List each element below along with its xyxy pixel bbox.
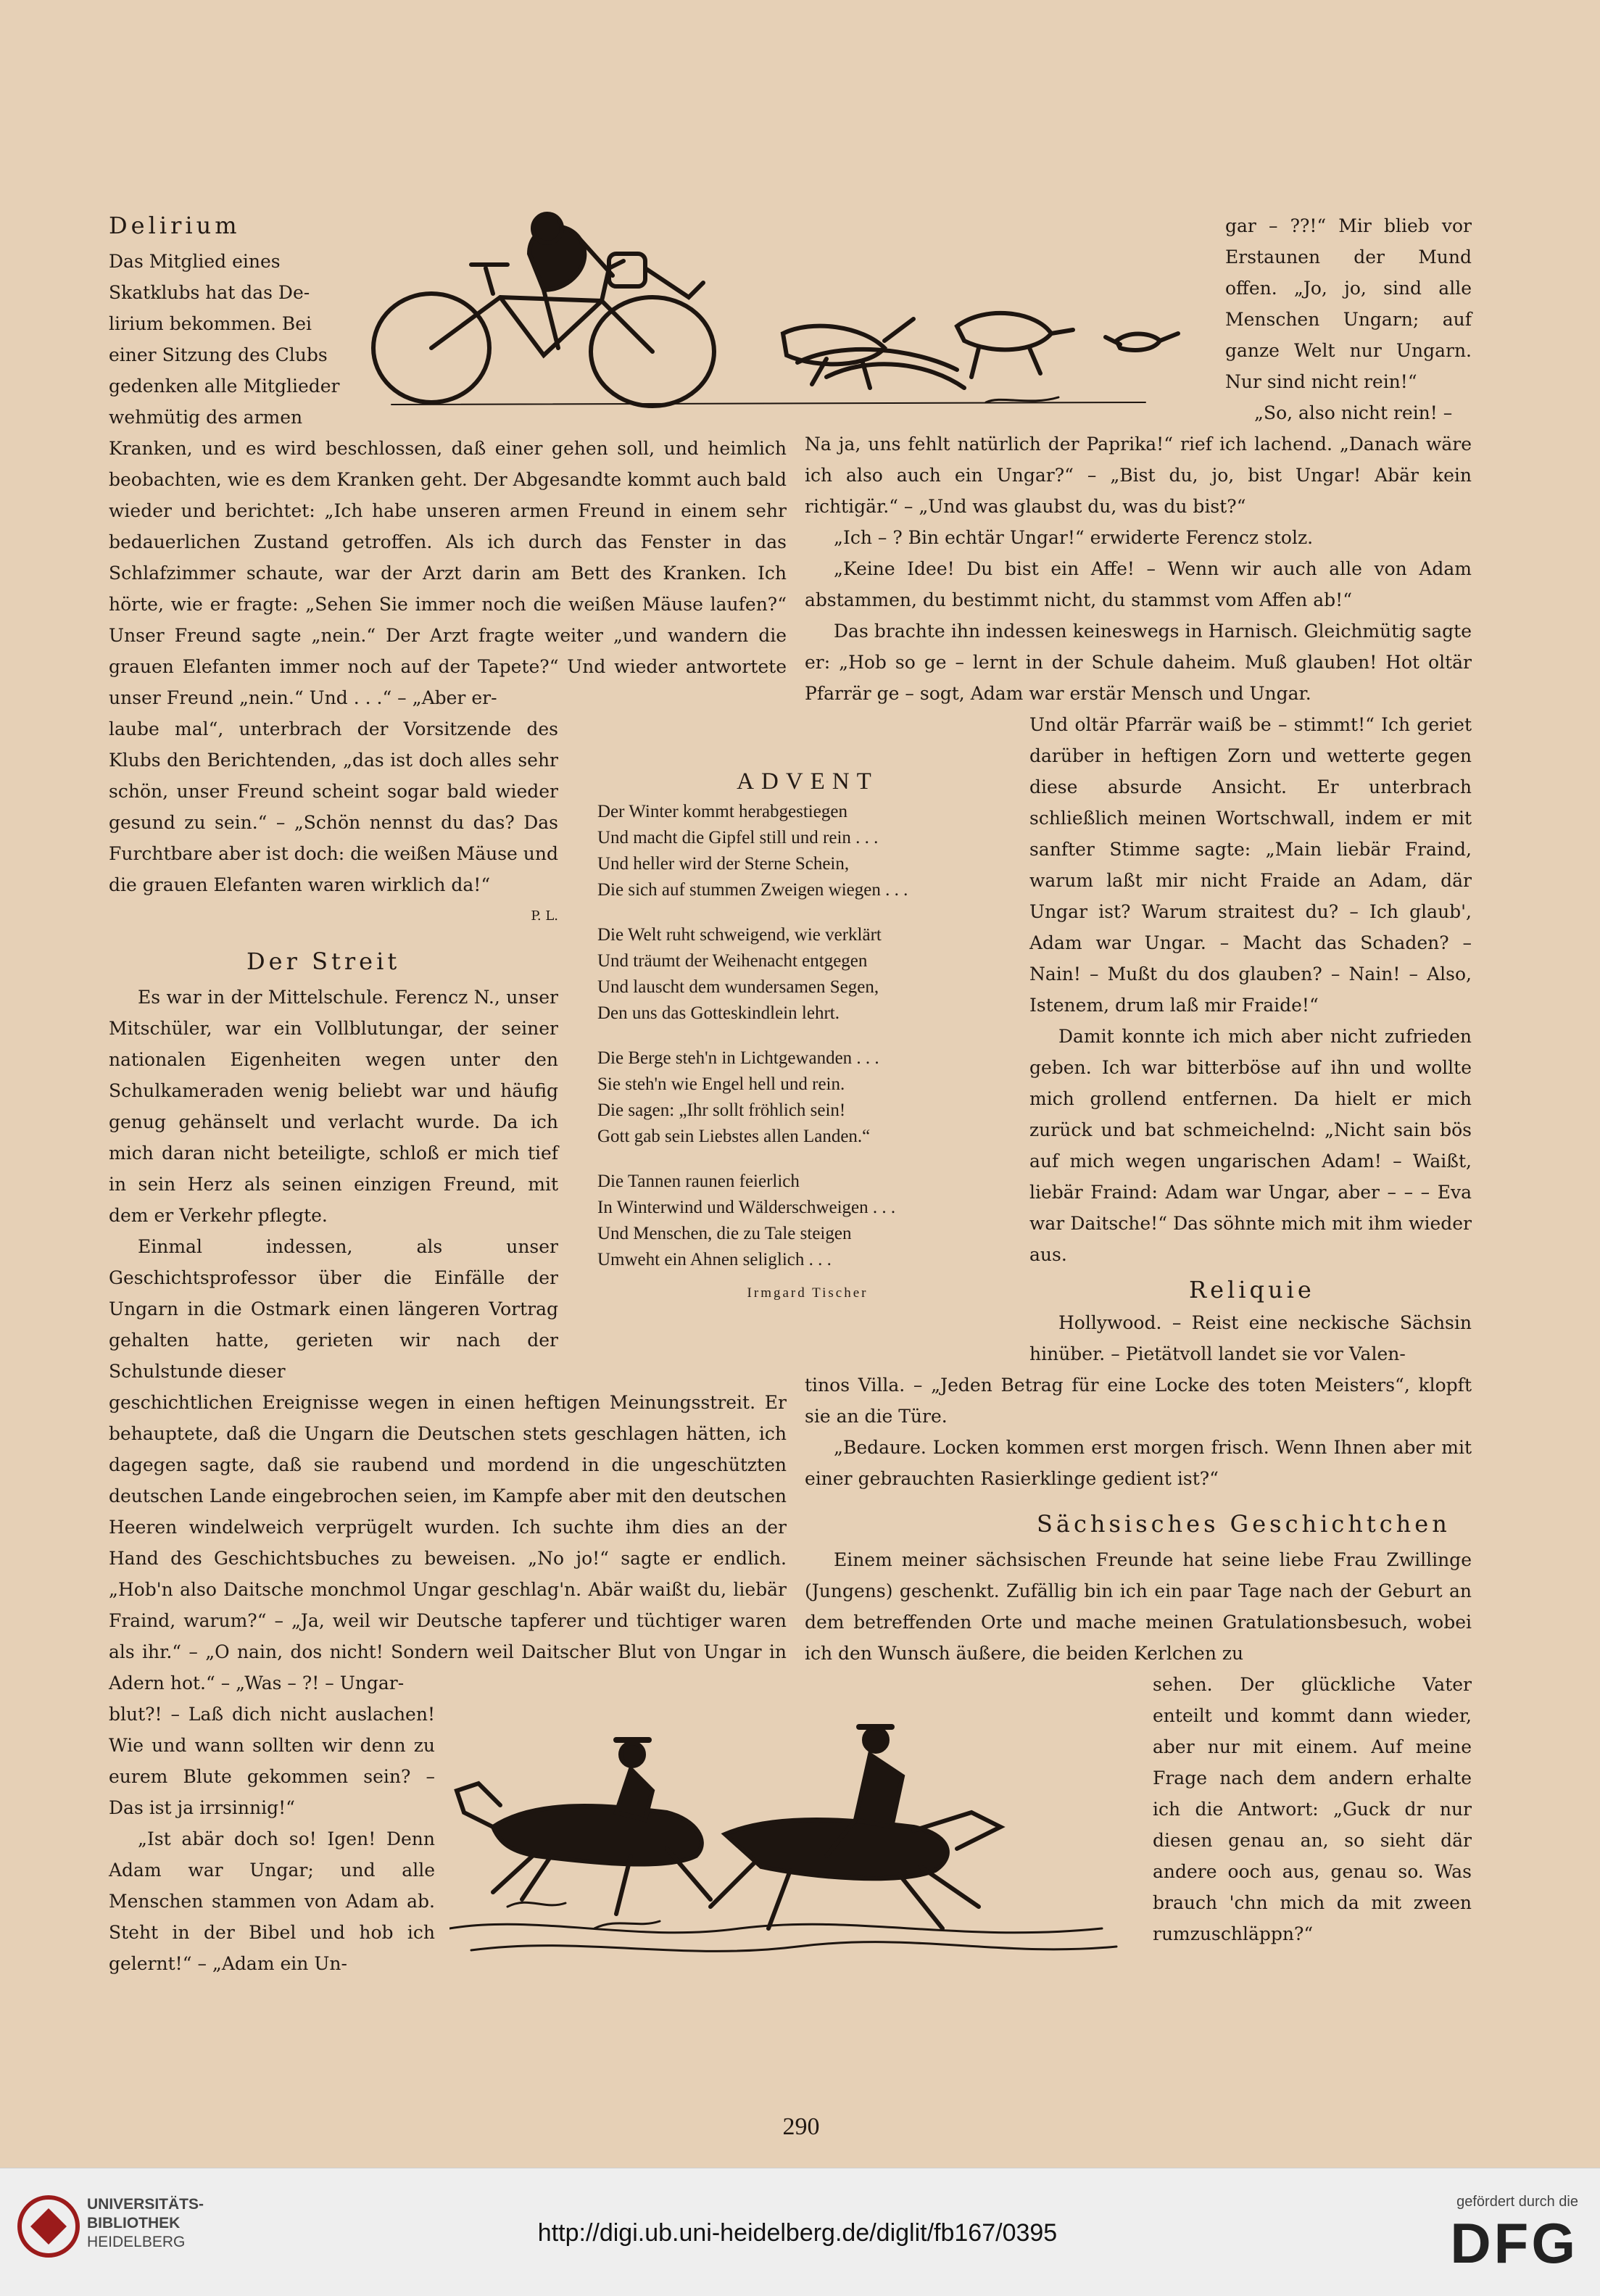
poem-author: Irmgard Tischer [747, 1285, 869, 1301]
funder-block [1390, 2194, 1578, 2276]
poem-line: Umweht ein Ahnen seliglich . . . [597, 1250, 832, 1269]
poem-line: Die sich auf stummen Zweigen wiegen . . . [597, 880, 908, 900]
streit-right-8: Damit konnte ich mich aber nicht zufrieden geben. Ich war bitterböse auf ihn und wollte mich grollend entfernen. Da hielt er mich zurück und bat schmeichelnd: „Nicht sain bös auf mich wegen ungarischen Adam! – Waißt, liebär Fraind: Adam war Ungar, aber – – – Eva war Daitsche!“ Das söhnte mich mit ihm wieder aus. [1029, 1026, 1472, 1265]
poem-line: Und lauscht dem wundersamen Segen, [597, 977, 879, 997]
poem-line: In Winterwind und Wälderschweigen . . . [597, 1198, 896, 1217]
poem-line: Sie steh'n wie Engel hell und rein. [597, 1074, 845, 1094]
source-url-link[interactable]: http://digi.ub.uni-heidelberg.de/diglit/fb167/0395 [537, 2219, 1058, 2247]
poem-line: Den uns das Gotteskindlein lehrt. [597, 1003, 840, 1023]
streit-right-4: „Ich – ? Bin echtär Ungar!“ erwiderte Ferencz stolz. [834, 527, 1314, 548]
reliquie-text-2: tinos Villa. – „Jeden Betrag für eine Locke des toten Meisters“, klopft sie an die Türe. [805, 1375, 1472, 1427]
delirium-paragraph: Kranken, und es wird beschlossen, daß einer gehen soll, und heimlich beobachten, wie es dem Kranken geht. Der Abgesandte kommt auch bald wieder und berichtet: „Ich habe unseren armen Freund in einem sehr bedauerlichen Zustand getroffen. Als ich durch das Fenster in das Schlafzimmer schaute, war der Arzt darin am Bett des Kranken. Ich hörte, wie er fragte: „Sehen Sie immer noch die weißen Mäuse laufen?“ Unser Freund sagte „nein.“ Der Arzt fragte weiter „und wandern die grauen Elefanten immer noch auf der Tapete?“ Und wieder antwortete unser Freund „nein.“ Und . . .“ – „Aber er- [109, 438, 787, 708]
delirium-line-6: wehmütig des armen [109, 407, 303, 428]
poem-line: Die Welt ruht schweigend, wie verklärt [597, 925, 882, 945]
page-number: 290 [782, 2113, 820, 2140]
delirium-signature: P. L. [531, 908, 558, 924]
library-name-line: HEIDELBERG [87, 2234, 186, 2250]
streit-paragraph-4: blut?! – Laß dich nicht auslachen! Wie und wann sollten wir denn zu eurem Blute gekommen sein? – Das ist ja irrsinnig!“ [109, 1704, 435, 1818]
dfg-logo: DFG [1450, 2211, 1578, 2275]
digitization-footer [0, 2168, 1600, 2296]
poem-line: Und heller wird der Sterne Schein, [597, 854, 850, 874]
poem-line: Die Tannen raunen feierlich [597, 1172, 800, 1191]
streit-right-6: Das brachte ihn indessen keineswegs in Harnisch. Gleichmütig sagte er: „Hob so ge – lernt in der Schule daheim. Muß glauben! Hot oltär Pfarrär ge – sogt, Adam war erstär Mensch und Ungar. [805, 621, 1472, 704]
delirium-line-5: gedenken alle Mitglieder [109, 376, 340, 397]
streit-right-5: „Keine Idee! Du bist ein Affe! – Wenn wir auch alle von Adam abstammen, du bestimmt nicht, du stammst vom Affen ab!“ [805, 558, 1472, 610]
streit-right-7: Und oltär Pfarrär waiß be – stimmt!“ Ich geriet darüber in heftigen Zorn und wetterte gegen diese absurde Ansicht. Er unterbrach schließlich meinen Wortschwall, indem er mit sanfter Stimme sagte: „Main liebär Fraind, warum laßt mir nicht Fraide an Adam, där Ungar ist? Warum straitest du? – Ich glaub', Adam war Ungar. – Macht das Schaden? – Nain! – Mußt du dos glauben? – Nain! – Also, Istenem, drum laß mir Fraide!“ [1029, 714, 1472, 1016]
delirium-line-4: einer Sitzung des Clubs [109, 344, 328, 365]
reliquie-text-1: Hollywood. – Reist eine neckische Sächsin hinüber. – Pietätvoll landet sie vor Valen- [1029, 1312, 1472, 1364]
delirium-paragraph-end: laube mal“, unterbrach der Vorsitzende des Klubs den Berichtenden, „das ist doch alles sehr schön, unser Freund scheint sogar bald wieder gesund zu sein.“ – „Schön nennst du das? Das Furchtbare aber ist doch: die weißen Mäuse und die grauen Elefanten waren wirklich da!“ [109, 718, 558, 895]
delirium-line-2: Skatklubs hat das De- [109, 282, 310, 303]
streit-paragraph-3: geschichtlichen Ereignisse wegen in einen heftigen Meinungsstreit. Er behauptete, daß die Ungarn die Deutschen stets geschlagen hätten, ich dagegen sagte, daß sie raubend und mordend in die ungeschützten deutschen Lande eingebrochen seien, im Kampfe aber mit den deutschen Heeren windelweich verprügelt wurden. Ich suchte ihm dies an der Hand des Geschichtsbuches zu beweisen. „No jo!“ sagte er endlich. „Hob'n also Daitsche monchmol Ungar geschlag'n. Abär waißt du, liebär Fraind, warum?“ – „Ja, weil wir Deutsche tapferer und tüchtiger waren als ihr.“ – „O nain, dos nicht! Sondern weil Daitscher Blut von Ungar in Adern hot.“ – „Was – ?! – Ungar- [109, 1392, 787, 1694]
delirium-line-1: Das Mitglied eines [109, 251, 281, 272]
saechsisch-heading: Sächsisches Geschichtchen [1037, 1510, 1451, 1538]
saechsisch-text-1: Einem meiner sächsischen Freunde hat seine liebe Frau Zwillinge (Jungens) geschenkt. Zufällig bin ich ein paar Tage nach der Geburt an dem betreffenden Orte und mache meinen Gratulationsbesuch, wobei ich den Wunsch äußere, die beiden Kerlchen zu [805, 1549, 1472, 1664]
poem-line: Die sagen: „Ihr sollt fröhlich sein! [597, 1101, 846, 1120]
university-library-logo-icon [16, 2194, 81, 2259]
library-name-line: BIBLIOTHEK [87, 2215, 181, 2231]
right-column [805, 210, 1472, 1949]
delirium-line-3: lirium bekommen. Bei [109, 313, 312, 334]
saechsisch-text-2: sehen. Der glückliche Vater enteilt und kommt dann wieder, aber nur mit einem. Auf meine Frage nach dem andern erhalte ich die Antwort: „Guck dr nur diesen genau an, so sieht där andere ooch aus, genau so. Was brauch 'chn mich da mit zween rumzuschläppn?“ [1153, 1674, 1472, 1944]
poem-line: Der Winter kommt herabgestiegen [597, 802, 847, 821]
library-name [87, 2195, 204, 2252]
streit-paragraph-1: Es war in der Mittelschule. Ferencz N., unser Mitschüler, war ein Vollblutungar, der seiner nationalen Eigenheiten wegen unter den Schulkameraden wenig beliebt war und häufig genug gehänselt und verlacht wurde. Da ich mich daran nicht beteiligte, schloß er mich tief in sein Herz als seinen einzigen Freund, mit dem er Verkehr pflegte. [109, 987, 558, 1226]
funder-label: gefördert durch die [1456, 2194, 1578, 2210]
poem-line: Die Berge steh'n in Lichtgewanden . . . [597, 1048, 879, 1068]
streit-heading: Der Streit [246, 948, 401, 975]
poem-line: Und macht die Gipfel still und rein . . . [597, 828, 879, 847]
streit-paragraph-5: „Ist abär doch so! Igen! Denn Adam war Ungar; und alle Menschen stammen von Adam ab. Steht in der Bibel und hob ich gelernt!“ – „Adam ein Un- [109, 1828, 435, 1974]
poem-line: Gott gab sein Liebstes allen Landen.“ [597, 1127, 871, 1146]
poem-line: Und träumt der Weihenacht entgegen [597, 951, 868, 971]
horse-riders-jumping-sketch-icon [449, 1711, 1138, 1972]
advent-title: ADVENT [737, 768, 879, 795]
poem-line: Und Menschen, die zu Tale steigen [597, 1224, 852, 1243]
reliquie-heading: Reliquie [1189, 1276, 1315, 1304]
delirium-heading: Delirium [109, 212, 241, 239]
streit-paragraph-2: Einmal indessen, als unser Geschichtsprofessor über die Einfälle der Ungarn in die Ostmark einen längeren Vortrag gehalten hatte, gerieten wir nach der Schulstunde dieser [109, 1236, 558, 1382]
library-name-line: UNIVERSITÄTS- [87, 2196, 204, 2213]
reliquie-text-3: „Bedaure. Locken kommen erst morgen frisch. Wenn Ihnen aber mit einer gebrauchten Rasierklinge gedient ist?“ [805, 1437, 1472, 1489]
streit-right-3: Na ja, uns fehlt natürlich der Paprika!“ rief ich lachend. „Danach wäre ich also auch ein Ungar?“ – „Bist du, jo, bist Ungar! Abär kein richtigär.“ – „Und was glaubst du, was du bist?“ [805, 434, 1472, 517]
streit-right-1: gar – ??!“ Mir blieb vor Erstaunen der Mund offen. „Jo, jo, sind alle Menschen Ungarn; auf ganze Welt nur Ungarn. Nur sind nicht rein!“ [1225, 215, 1472, 392]
streit-right-2: „So, also nicht rein! – [1254, 402, 1453, 423]
